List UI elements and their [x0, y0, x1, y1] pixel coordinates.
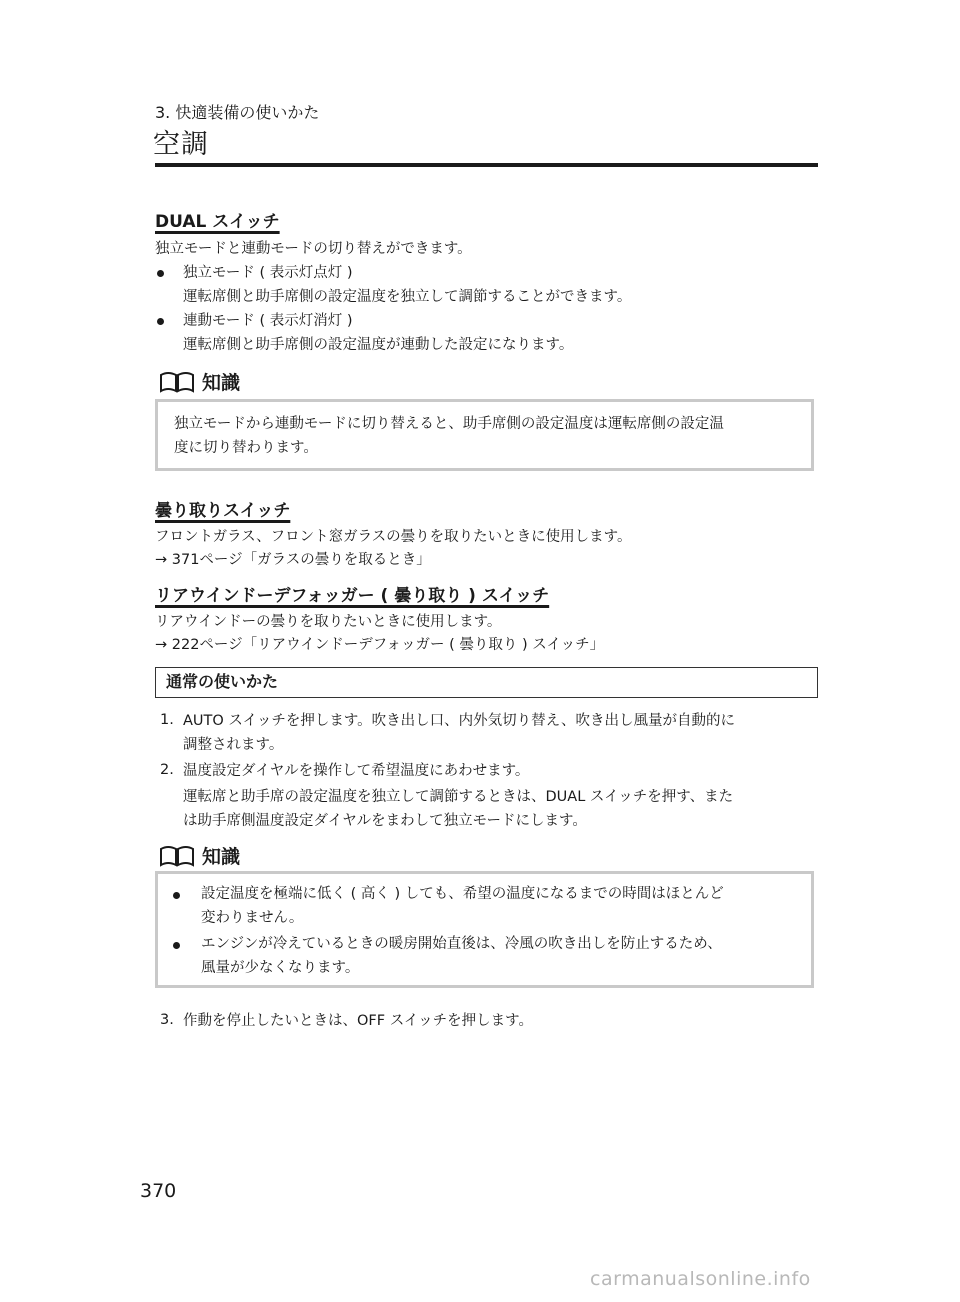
rear-defogger-page-ref: → 222ページ「リアウインドーデフォッガー ( 曇り取り ) スイッチ」	[155, 637, 605, 653]
tip-box	[155, 871, 814, 988]
step-text: AUTO スイッチを押します。吹き出し口、内外気切り替え、吹き出し風量が自動的に	[183, 713, 736, 729]
defog-section-title: 曇り取りスイッチ	[155, 501, 291, 521]
step-text: 作動を停止したいときは、OFF スイッチを押します。	[183, 1013, 533, 1029]
chapter-label: 3. 快適装備の使いかた	[155, 103, 320, 122]
tip-box	[155, 399, 814, 471]
dual-item-label: 連動モード ( 表示灯消灯 )	[183, 313, 353, 329]
dual-item-desc: 運転席側と助手席側の設定温度を独立して調節することができます。	[183, 289, 632, 305]
tip-label: 知識	[202, 846, 241, 868]
tip-item-text: 変わりません。	[201, 910, 304, 926]
tip-header	[158, 368, 240, 395]
dual-item-label: 独立モード ( 表示灯点灯 )	[183, 265, 353, 281]
defog-description: フロントガラス、フロント窓ガラスの曇りを取りたいときに使用します。	[155, 529, 632, 545]
book-icon	[158, 845, 196, 867]
step-number: 3.	[160, 1012, 174, 1028]
page-number: 370	[140, 1180, 177, 1202]
tip-item-text: 風量が少なくなります。	[201, 960, 360, 976]
page-title: 空調	[153, 129, 209, 160]
tip-line: 度に切り替わります。	[174, 440, 318, 456]
dual-item-desc: 運転席側と助手席側の設定温度が連動した設定になります。	[183, 337, 574, 353]
tip-label: 知識	[202, 372, 241, 394]
bullet-icon	[173, 892, 180, 899]
rear-defogger-section-title: リアウインドーデフォッガー ( 曇り取り ) スイッチ	[155, 586, 550, 606]
watermark: carmanualsonline.info	[590, 1268, 811, 1290]
defog-page-ref: → 371ページ「ガラスの曇りを取るとき」	[155, 552, 431, 568]
bullet-icon	[157, 318, 164, 325]
step-number: 2.	[160, 762, 174, 778]
rear-defogger-description: リアウインドーの曇りを取りたいときに使用します。	[155, 614, 502, 630]
usage-section-title: 通常の使いかた	[155, 667, 818, 698]
tip-item-text: エンジンが冷えているときの暖房開始直後は、冷風の吹き出しを防止するため、	[201, 936, 722, 952]
step-subtext: 運転席と助手席の設定温度を独立して調節するときは、DUAL スイッチを押す、また	[183, 789, 734, 805]
dual-intro: 独立モードと連動モードの切り替えができます。	[155, 241, 472, 257]
tip-header	[158, 842, 240, 869]
book-icon	[158, 371, 196, 393]
step-text: 調整されます。	[183, 737, 284, 753]
bullet-icon	[157, 270, 164, 277]
dual-section-title: DUAL スイッチ	[155, 212, 280, 232]
step-text: 温度設定ダイヤルを操作して希望温度にあわせます。	[183, 763, 530, 779]
step-subtext: は助手席側温度設定ダイヤルをまわして独立モードにします。	[183, 813, 587, 829]
step-number: 1.	[160, 712, 174, 728]
bullet-icon	[173, 942, 180, 949]
tip-line: 独立モードから連動モードに切り替えると、助手席側の設定温度は運転席側の設定温	[174, 416, 724, 432]
tip-item-text: 設定温度を極端に低く ( 高く ) しても、希望の温度になるまでの時間はほとんど	[201, 886, 724, 902]
header-divider	[155, 163, 818, 167]
